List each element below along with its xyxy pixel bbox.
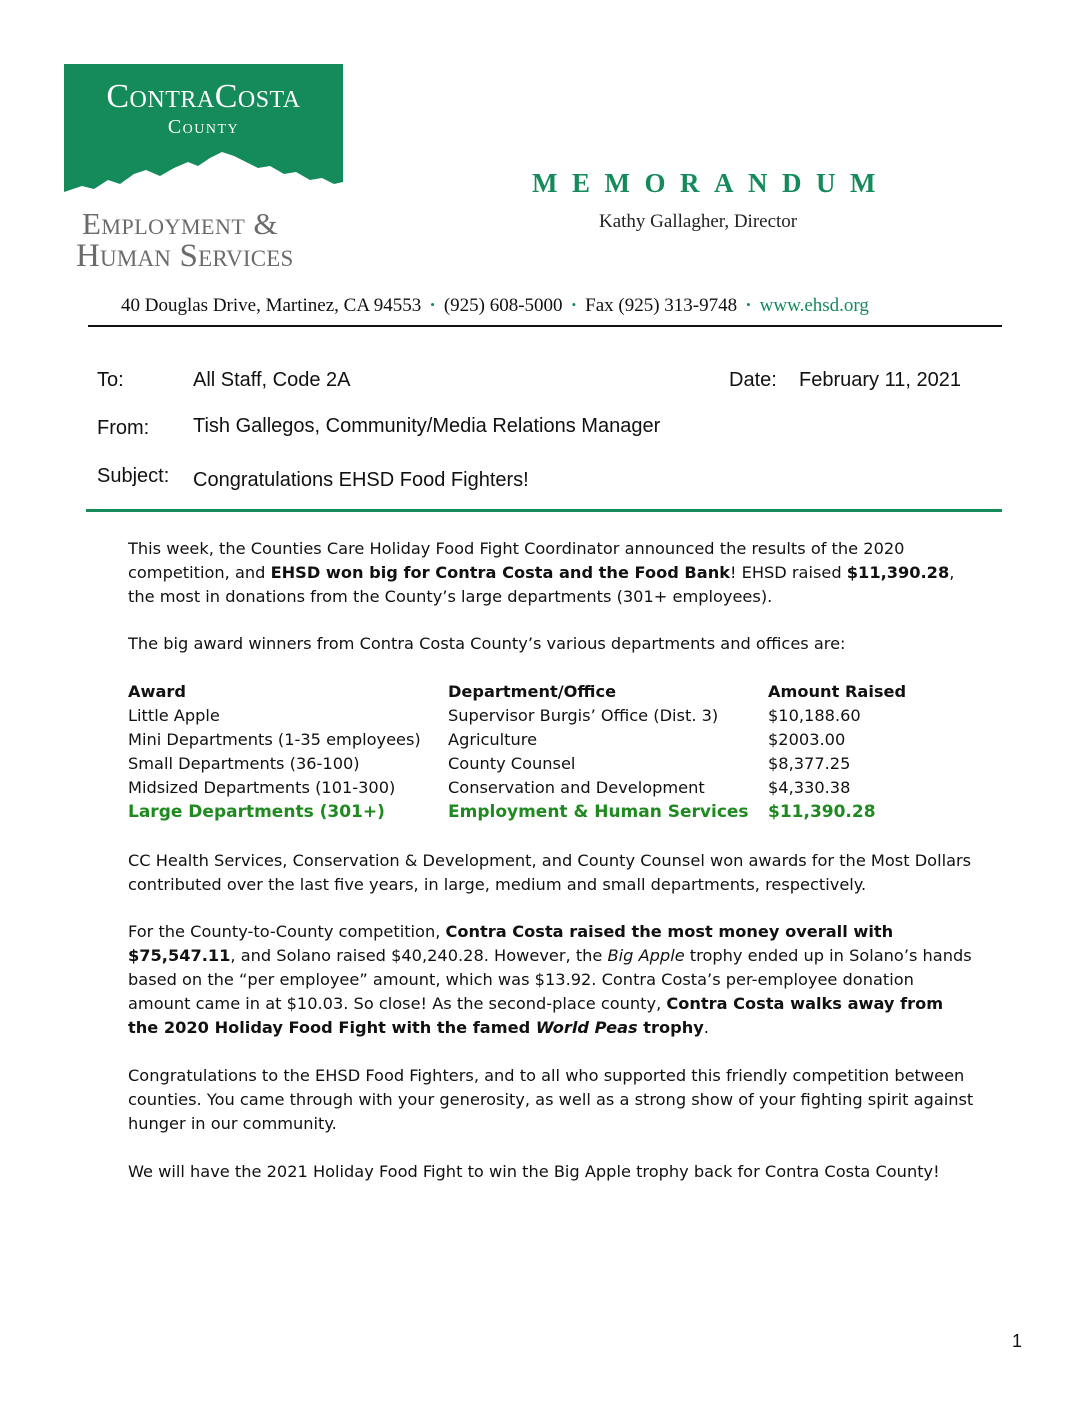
subject-value: Congratulations EHSD Food Fighters! [193,469,529,491]
intro-text: ! EHSD raised [729,563,847,582]
award-cell: Large Departments (301+) [128,802,385,822]
amount-cell: $10,188.60 [768,706,861,725]
closing-paragraph: We will have the 2021 Holiday Food Fight to win the Big Apple trophy back for Contra Costa County! [128,1162,940,1181]
table-row [128,776,978,800]
award-cell: Midsized Departments (101-300) [128,778,396,797]
from-value: Tish Gallegos, Community/Media Relations Manager [193,415,661,437]
world-peas-trophy-name: World Peas [535,1018,638,1037]
subject-divider [86,509,1002,512]
big-apple-trophy-name: Big Apple [607,946,685,965]
amount-cell: $11,390.28 [768,802,876,822]
competition-text: For the County-to-County competition, [128,922,446,941]
memorandum-title: MEMORANDUM [532,168,890,198]
header-divider [88,325,1002,327]
date-label: Date: [729,369,777,391]
logo-county-text: County [167,116,240,138]
agency-logo [64,64,343,206]
congratulations-paragraph: Congratulations to the EHSD Food Fighters, and to all who supported this friendly competition between counties. You came through with your generosity, as well as a strong show of your fighting spirit against hunger in our community. [128,1066,974,1133]
fax-number: Fax (925) 313-9748 [585,295,738,316]
amount-cell: $8,377.25 [768,754,851,773]
table-row [128,752,978,776]
logo-contra-costa-text: ContraCosta [106,78,301,115]
department-cell: Supervisor Burgis’ Office (Dist. 3) [448,706,719,725]
subject-label: Subject: [97,465,170,487]
street-address: 40 Douglas Drive, Martinez, CA 94553 [121,295,422,316]
mountain-silhouette-icon [64,146,343,206]
table-row [128,704,978,728]
competition-emphasis-text: trophy [637,1018,704,1037]
page-number: 1 [1012,1331,1023,1351]
winners-intro-paragraph: The big award winners from Contra Costa County’s various departments and offices are: [128,634,846,653]
intro-text: This week, the Counties Care Holiday Food Fight Coordinator announced the results of the 2020 competition, and [128,539,905,582]
separator-bullet-icon: • [430,297,435,312]
department-column-header: Department/Office [448,682,617,701]
website-link[interactable]: www.ehsd.org [759,295,869,316]
competition-text: , and Solano raised $40,240.28. However, the [230,946,608,965]
department-cell: County Counsel [448,754,576,773]
award-column-header: Award [128,682,186,701]
amount-column-header: Amount Raised [768,682,907,701]
award-cell: Mini Departments (1-35 employees) [128,730,421,749]
competition-emphasis: Contra Costa raised the most money overall with $75,547.11 [128,922,894,965]
from-label: From: [97,417,150,439]
intro-amount: $11,390.28 [846,563,950,582]
phone-number: (925) 608-5000 [443,295,563,316]
address-line [121,295,869,317]
department-cell: Conservation and Development [448,778,705,797]
competition-emphasis-text: Contra Costa walks away from the 2020 Holiday Food Fight with the famed [128,994,944,1037]
table-row-highlighted [128,800,978,824]
separator-bullet-icon: • [571,297,577,312]
separator-bullet-icon: • [746,297,751,312]
award-table [128,680,978,824]
intro-text: , the most in donations from the County’s large departments (301+ employees). [128,563,955,606]
department-cell: Employment & Human Services [448,802,749,822]
award-cell: Little Apple [128,706,220,725]
logo-human-services-text: Human Services [76,238,294,274]
logo-employment-text: Employment & [82,206,279,241]
five-year-awards-paragraph: CC Health Services, Conservation & Development, and County Counsel won awards for the Most Dollars contributed over the last five years, in large, medium and small departments, respectively. [128,851,972,894]
amount-cell: $2003.00 [768,730,846,749]
department-cell: Agriculture [448,730,538,749]
to-value: All Staff, Code 2A [193,369,351,391]
award-table-header-row [128,680,978,704]
intro-paragraph [128,537,978,609]
table-row [128,728,978,752]
amount-cell: $4,330.38 [768,778,851,797]
intro-emphasis: EHSD won big for Contra Costa and the Food Bank [270,563,730,582]
competition-text: trophy ended up in Solano’s hands based on the “per employee” amount, which was $13.92. Contra Costa’s per-employee donation amount came in at $10.03. So close! As the second-place county, [128,946,972,1013]
competition-text: . [703,1018,709,1037]
date-value: February 11, 2021 [799,369,961,391]
director-name: Kathy Gallagher, Director [599,211,798,232]
award-cell: Small Departments (36-100) [128,754,360,773]
to-label: To: [97,369,124,391]
county-competition-paragraph [128,920,978,1040]
